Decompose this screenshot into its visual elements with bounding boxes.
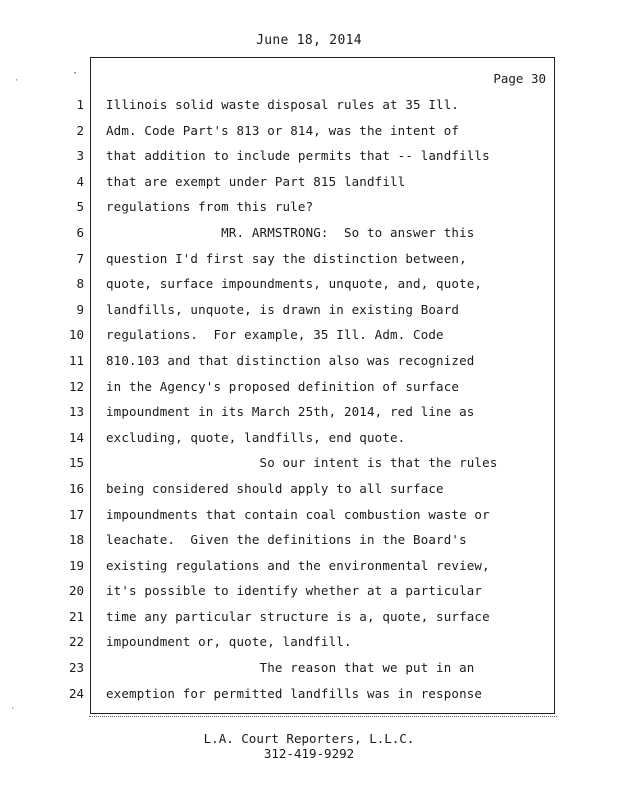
line-number: 10 — [68, 327, 84, 343]
transcript-line: regulations from this rule? — [106, 199, 314, 215]
line-number: 5 — [76, 199, 84, 215]
transcript-line: The reason that we put in an — [106, 660, 475, 676]
margin-speck: · — [10, 704, 16, 714]
line-number: 13 — [68, 404, 84, 420]
line-number: 4 — [76, 173, 84, 189]
line-number: 19 — [68, 557, 84, 573]
page-header-date: June 18, 2014 — [256, 33, 362, 48]
transcript-line: it's possible to identify whether at a particular — [106, 583, 483, 599]
transcript-line: being considered should apply to all surface — [106, 480, 444, 496]
line-number: 14 — [68, 429, 84, 445]
line-number-column — [60, 92, 84, 706]
transcript-line: quote, surface impoundments, unquote, and, quote, — [106, 276, 483, 292]
line-number: 11 — [68, 352, 84, 368]
transcript-text-column — [106, 92, 551, 706]
line-number: 17 — [68, 506, 84, 522]
transcript-line: in the Agency's proposed definition of surface — [106, 378, 460, 394]
transcript-line: landfills, unquote, is drawn in existing Board — [106, 301, 460, 317]
line-number: 7 — [76, 250, 84, 266]
transcript-line: time any particular structure is a, quote, surface — [106, 608, 490, 624]
line-number: 15 — [68, 455, 84, 471]
court-reporter-name: L.A. Court Reporters, L.L.C. — [203, 731, 415, 746]
line-number: 16 — [68, 480, 84, 496]
transcript-line: question I'd first say the distinction between, — [106, 250, 467, 266]
transcript-line: leachate. Given the definitions in the Board's — [106, 532, 467, 548]
line-number: 20 — [68, 583, 84, 599]
court-reporter-phone: 312-419-9292 — [263, 746, 355, 761]
transcript-line: Illinois solid waste disposal rules at 35 Ill. — [106, 97, 460, 112]
transcript-line: that are exempt under Part 815 landfill — [106, 173, 406, 189]
line-number: 8 — [76, 276, 84, 292]
transcript-line: that addition to include permits that -- landfills — [106, 148, 490, 164]
line-number: 3 — [76, 148, 84, 164]
transcript-line: impoundment in its March 25th, 2014, red line as — [106, 404, 475, 420]
line-number: 18 — [68, 532, 84, 548]
line-number: 1 — [76, 97, 84, 112]
line-number: 22 — [68, 634, 84, 650]
transcript-line: exemption for permitted landfills was in response — [106, 685, 483, 701]
line-number: 2 — [76, 122, 84, 138]
transcript-line: Adm. Code Part's 813 or 814, was the intent of — [106, 122, 460, 138]
line-number: 23 — [68, 660, 84, 676]
transcript-line: MR. ARMSTRONG: So to answer this — [106, 224, 475, 240]
transcript-line: So our intent is that the rules — [106, 455, 498, 471]
margin-speck: · — [14, 76, 20, 86]
line-number: 9 — [76, 301, 84, 317]
page-footer — [0, 731, 618, 761]
transcript-line: excluding, quote, landfills, end quote. — [106, 429, 406, 445]
line-number: 21 — [68, 608, 84, 624]
line-number: 12 — [68, 378, 84, 394]
transcript-line: 810.103 and that distinction also was recognized — [106, 352, 475, 368]
page-number-label: Page 30 — [493, 71, 546, 86]
transcript-line: regulations. For example, 35 Ill. Adm. Code — [106, 327, 444, 343]
line-number: 24 — [68, 685, 84, 701]
line-number: 6 — [76, 224, 84, 240]
transcript-line: impoundments that contain coal combustion waste or — [106, 506, 490, 522]
transcript-line: impoundment or, quote, landfill. — [106, 634, 352, 650]
transcript-line: existing regulations and the environmental review, — [106, 557, 490, 573]
margin-tick-mark: · — [72, 68, 79, 79]
